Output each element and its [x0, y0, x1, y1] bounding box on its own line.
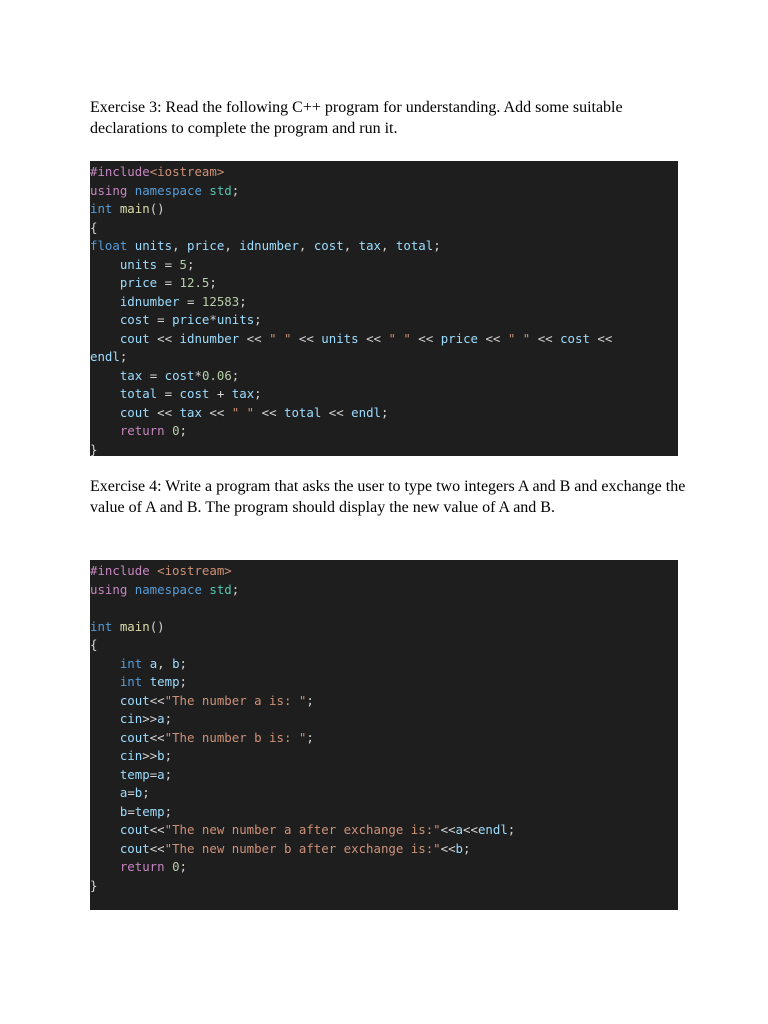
code-line	[90, 821, 678, 840]
code-token: <<	[463, 822, 478, 837]
code-line	[90, 877, 678, 896]
code-token: =	[157, 256, 180, 272]
code-token: a	[149, 655, 158, 671]
code-token: main	[119, 201, 150, 216]
code-token	[90, 711, 120, 726]
code-line	[90, 182, 678, 201]
code-line	[90, 636, 678, 655]
code-token: ;	[239, 293, 247, 309]
code-token	[90, 748, 120, 763]
code-token: endl	[90, 349, 120, 364]
code-token: <iostream>	[149, 164, 225, 179]
code-token: ;	[179, 423, 187, 438]
code-token: ;	[254, 312, 262, 327]
code-token: "The new number b after exchange is:"	[164, 840, 441, 856]
code-token: =	[149, 312, 173, 327]
code-token: ;	[231, 581, 240, 597]
code-token: endl	[477, 822, 508, 837]
code-token: }	[90, 441, 98, 457]
code-token: cout	[119, 822, 150, 837]
code-line	[90, 404, 678, 423]
code-line	[90, 618, 678, 637]
exercise-3-code-block	[90, 161, 678, 456]
code-line	[90, 692, 678, 711]
code-token: +	[209, 386, 232, 401]
code-token	[90, 804, 120, 819]
code-token: ;	[254, 386, 262, 401]
code-token: units	[134, 238, 173, 253]
code-token: <<	[530, 330, 561, 346]
code-line	[90, 599, 678, 618]
code-token: {	[90, 637, 98, 652]
code-token	[90, 730, 120, 745]
code-token: <<	[149, 330, 180, 346]
code-line	[90, 200, 678, 219]
code-token: ;	[463, 840, 471, 856]
code-token: namespace	[134, 182, 210, 198]
code-token	[90, 822, 120, 837]
code-token: ,	[298, 238, 314, 253]
code-line	[90, 256, 678, 275]
code-token: cost	[560, 330, 590, 346]
code-line	[90, 562, 678, 581]
code-token: cout	[119, 404, 150, 420]
exercise-4-instructions: Exercise 4: Write a program that asks the user to type two integers A and B and exchange the value of A and B. The program should display the new value of A and B.	[90, 478, 686, 516]
code-token: <<	[589, 330, 613, 346]
code-token: ;	[433, 238, 441, 253]
code-line	[90, 385, 678, 404]
code-token: ;	[306, 692, 314, 708]
code-token: int	[119, 655, 150, 671]
code-token: temp	[134, 803, 165, 819]
code-token: ;	[164, 711, 173, 726]
code-token: temp	[149, 674, 180, 689]
code-token: temp	[119, 766, 150, 782]
code-token: ()	[149, 201, 165, 216]
code-line	[90, 858, 678, 877]
code-token: price	[440, 330, 478, 346]
code-line	[90, 367, 678, 386]
code-token: namespace	[134, 581, 210, 597]
code-token: " "	[231, 404, 255, 420]
code-token: 5	[179, 256, 188, 272]
code-token: ;	[119, 349, 128, 364]
code-token: price	[187, 238, 225, 253]
code-token	[90, 331, 120, 346]
code-token: "The number b is: "	[164, 729, 307, 745]
code-token: " "	[269, 330, 292, 346]
code-line	[90, 274, 678, 293]
code-token: float	[90, 238, 135, 253]
code-token: ;	[179, 674, 187, 689]
code-token: #include	[90, 164, 150, 179]
code-token: idnumber	[179, 330, 240, 346]
code-token: std	[209, 182, 232, 198]
code-token: b	[134, 785, 143, 800]
code-token	[90, 294, 120, 309]
code-token: cost	[313, 238, 344, 253]
code-line	[90, 219, 678, 238]
code-token: ;	[507, 822, 516, 837]
code-token: a	[119, 785, 128, 800]
code-token: cost	[164, 367, 195, 383]
code-token: ;	[142, 785, 150, 800]
code-token: b	[172, 655, 180, 671]
code-token: ;	[187, 256, 195, 272]
code-token	[90, 405, 120, 420]
code-token: total	[119, 386, 158, 401]
code-token: =	[157, 275, 180, 290]
code-token	[90, 312, 120, 327]
code-token: idnumber	[119, 293, 180, 309]
code-token: ,	[343, 238, 359, 253]
code-token: ;	[164, 766, 173, 782]
code-token: ;	[231, 182, 240, 198]
code-token: <<	[149, 404, 180, 420]
code-token: ;	[164, 803, 173, 819]
code-line	[90, 655, 678, 674]
code-token: =	[127, 803, 135, 819]
code-token: ;	[381, 404, 389, 420]
code-token: {	[90, 219, 98, 235]
code-token: ;	[179, 655, 188, 671]
code-line	[90, 747, 678, 766]
code-token	[90, 386, 120, 401]
code-token: a	[157, 711, 165, 726]
code-token: *	[209, 312, 217, 327]
code-token: a	[157, 766, 165, 782]
code-line	[90, 330, 678, 349]
code-token: cout	[119, 840, 150, 856]
code-token: <<	[478, 330, 508, 346]
code-token: <<	[149, 822, 165, 837]
code-token: 12583	[201, 293, 240, 309]
code-token: =	[157, 386, 180, 401]
code-token: price	[119, 275, 158, 290]
exercise-4-code-block	[90, 560, 678, 910]
code-token: 12.5	[179, 275, 210, 290]
code-token: <<	[440, 822, 456, 837]
code-token: tax	[358, 238, 381, 253]
code-token: 0	[172, 423, 180, 438]
code-line	[90, 766, 678, 785]
code-token: <<	[239, 330, 270, 346]
code-token	[90, 693, 120, 708]
code-token	[90, 257, 120, 272]
code-token: cout	[119, 692, 150, 708]
code-token: <<	[149, 729, 165, 745]
code-token: =	[142, 367, 165, 383]
code-token	[90, 841, 120, 856]
code-token: tax	[179, 404, 202, 420]
code-token: int	[90, 201, 120, 216]
code-token: "The number a is: "	[164, 692, 307, 708]
code-token: cout	[119, 330, 150, 346]
code-token: <iostream>	[157, 563, 232, 578]
code-token: tax	[231, 386, 255, 401]
code-token	[90, 656, 120, 671]
code-line	[90, 840, 678, 859]
code-token	[90, 368, 120, 383]
code-token	[90, 767, 120, 782]
code-token: tax	[119, 367, 143, 383]
code-line	[90, 237, 678, 256]
code-token: int	[119, 674, 150, 689]
code-token: ;	[306, 729, 314, 745]
code-token: <<	[321, 404, 352, 420]
code-token: idnumber	[239, 238, 299, 253]
code-token: ,	[381, 238, 396, 253]
code-line	[90, 803, 678, 822]
code-token: #include	[90, 563, 158, 578]
code-token: <<	[358, 330, 389, 346]
code-token: cost	[179, 386, 210, 401]
code-token: =	[149, 766, 158, 782]
code-token: >>	[142, 748, 158, 763]
code-token: ,	[224, 238, 240, 253]
code-token: total	[284, 404, 322, 420]
code-token	[90, 785, 120, 800]
code-token: a	[455, 822, 464, 837]
code-token: ;	[179, 859, 187, 874]
code-token: return	[119, 423, 173, 438]
code-token: total	[395, 238, 434, 253]
code-line	[90, 784, 678, 803]
code-token: "The new number a after exchange is:"	[164, 822, 441, 837]
code-token	[90, 275, 120, 290]
code-token: units	[321, 330, 359, 346]
code-token: b	[157, 748, 165, 763]
code-token: return	[119, 859, 173, 874]
code-token: " "	[388, 330, 411, 346]
code-token: cin	[119, 748, 143, 763]
code-token: <<	[410, 330, 441, 346]
code-line	[90, 673, 678, 692]
code-token: main	[119, 618, 150, 634]
code-token: =	[127, 785, 135, 800]
code-token: }	[90, 877, 98, 893]
code-token: 0	[172, 859, 180, 874]
code-token	[90, 423, 120, 438]
code-token: endl	[351, 404, 381, 420]
code-token: 0.06	[201, 367, 232, 383]
code-token: using	[90, 581, 135, 597]
code-line	[90, 348, 678, 367]
code-token: <<	[149, 840, 165, 856]
code-token: " "	[507, 330, 531, 346]
code-line	[90, 293, 678, 312]
code-line	[90, 311, 678, 330]
code-token: ()	[149, 618, 165, 634]
code-token: <<	[291, 330, 322, 346]
code-line	[90, 581, 678, 600]
code-token: <<	[149, 692, 165, 708]
code-token: ,	[157, 655, 173, 671]
code-token: ,	[172, 238, 187, 253]
code-line	[90, 163, 678, 182]
code-token: units	[119, 256, 158, 272]
code-line	[90, 729, 678, 748]
code-token: units	[216, 312, 255, 327]
code-token: <<	[440, 840, 456, 856]
code-token: cin	[119, 711, 143, 726]
code-token: <<	[201, 404, 232, 420]
code-token	[90, 859, 120, 874]
code-line	[90, 441, 678, 460]
code-token: b	[119, 803, 128, 819]
code-token: ;	[209, 275, 217, 290]
code-line	[90, 710, 678, 729]
code-token	[90, 674, 120, 689]
code-token: std	[209, 581, 232, 597]
code-token: ;	[164, 748, 173, 763]
exercise-3-instructions: Exercise 3: Read the following C++ program for understanding. Add some suitable declarations to complete the program and run it.	[90, 99, 623, 137]
code-token: cost	[119, 312, 150, 327]
code-token: b	[455, 840, 464, 856]
code-token: =	[179, 293, 202, 309]
code-token: int	[90, 618, 120, 634]
code-token: ;	[231, 367, 240, 383]
code-token: <<	[254, 404, 284, 420]
code-token: >>	[142, 711, 158, 726]
code-token: using	[90, 182, 135, 198]
code-token: price	[172, 312, 210, 327]
code-line	[90, 422, 678, 441]
code-token: *	[194, 367, 202, 383]
code-token: cout	[119, 729, 150, 745]
